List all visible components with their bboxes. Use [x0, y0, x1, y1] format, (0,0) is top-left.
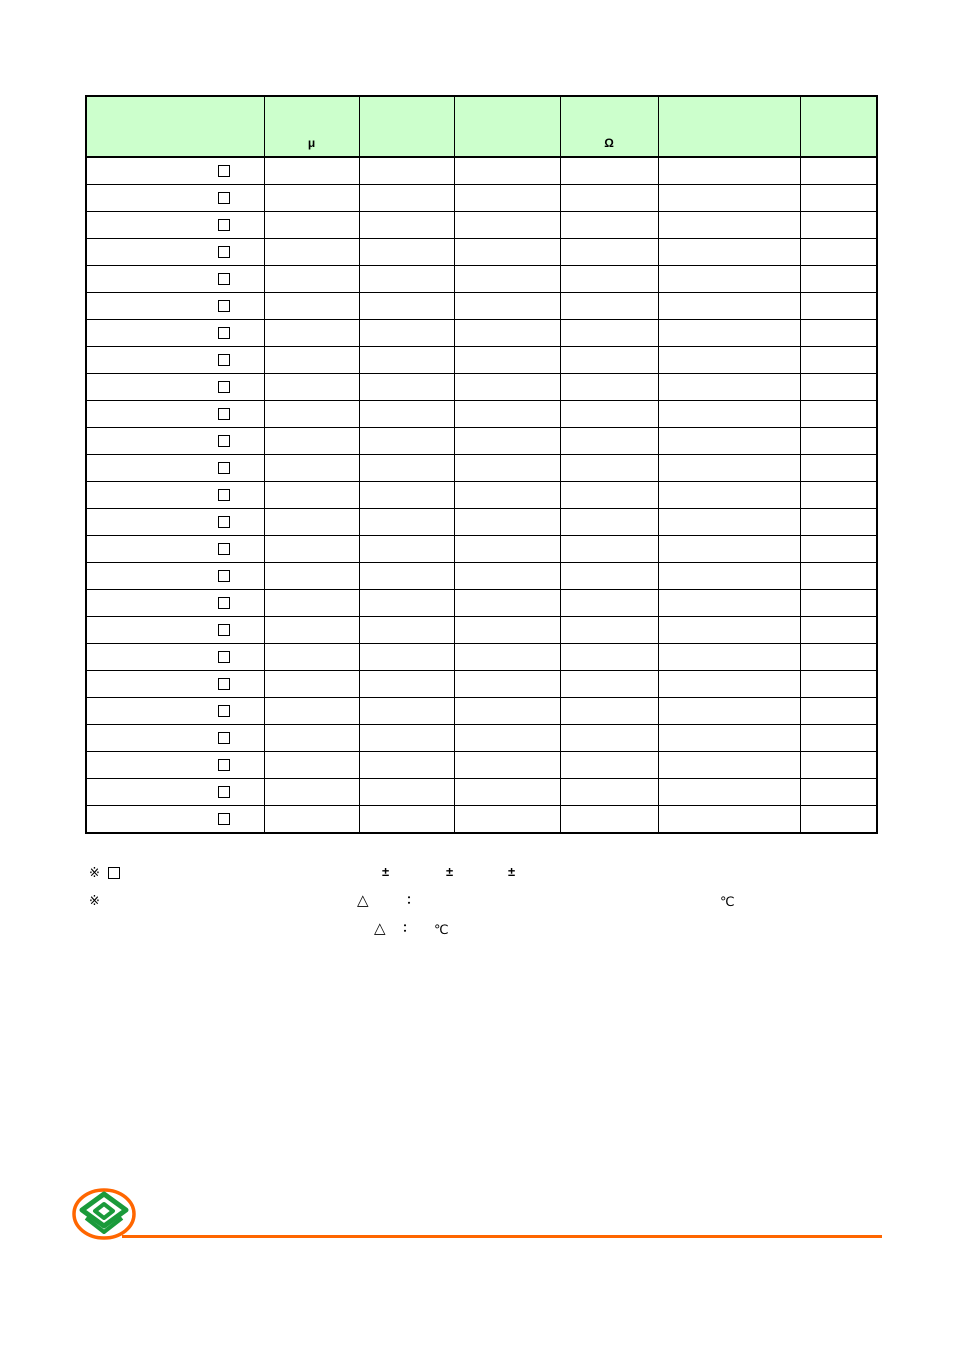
table-header-row: [86, 96, 877, 157]
table-row: [86, 455, 877, 482]
table-cell: [560, 725, 658, 752]
table-cell: [658, 698, 800, 725]
table-cell: [658, 779, 800, 806]
table-cell: [454, 374, 560, 401]
header-part-number: [86, 96, 264, 157]
table-cell: [560, 779, 658, 806]
table-cell: [800, 266, 877, 293]
table-cell: [264, 671, 359, 698]
table-cell: [560, 157, 658, 185]
table-cell: [658, 455, 800, 482]
table-cell: [800, 293, 877, 320]
table-cell: [800, 401, 877, 428]
part-marker-box: [218, 327, 230, 339]
table-cell: [264, 374, 359, 401]
table-cell: [800, 455, 877, 482]
table-cell: [264, 563, 359, 590]
table-cell: [658, 185, 800, 212]
table-cell: [454, 617, 560, 644]
part-marker-box: [218, 516, 230, 528]
table-cell: [454, 401, 560, 428]
table-cell: [264, 536, 359, 563]
table-body: [86, 157, 877, 833]
table-cell: [359, 347, 454, 374]
table-cell: [454, 239, 560, 266]
part-marker-box: [218, 705, 230, 717]
table-cell: [359, 590, 454, 617]
part-marker-box: [218, 759, 230, 771]
table-cell: [454, 806, 560, 834]
table-cell: [264, 806, 359, 834]
table-cell: [454, 455, 560, 482]
table-cell: [454, 428, 560, 455]
table-cell: [800, 725, 877, 752]
table-cell: [800, 671, 877, 698]
part-number-cell: [86, 293, 264, 320]
table-cell: [658, 374, 800, 401]
table-cell: [560, 347, 658, 374]
table-cell: [359, 536, 454, 563]
part-number-cell: [86, 428, 264, 455]
table-cell: [560, 617, 658, 644]
part-number-cell: [86, 806, 264, 834]
table-cell: [454, 212, 560, 239]
table-cell: [264, 752, 359, 779]
part-number-cell: [86, 401, 264, 428]
part-marker-box: [218, 273, 230, 285]
table-cell: [359, 320, 454, 347]
table-cell: [800, 239, 877, 266]
table-cell: [658, 806, 800, 834]
table-cell: [359, 779, 454, 806]
note2-mark: ※: [89, 893, 100, 908]
table-cell: [359, 157, 454, 185]
table-cell: [454, 320, 560, 347]
part-marker-box: [218, 489, 230, 501]
part-number-cell: [86, 779, 264, 806]
table-cell: [560, 563, 658, 590]
table-cell: [264, 347, 359, 374]
table-cell: [800, 590, 877, 617]
header-dc-resistance: Ω: [560, 96, 658, 157]
table-cell: [359, 428, 454, 455]
table-cell: [800, 509, 877, 536]
table-row: [86, 752, 877, 779]
table-cell: [264, 698, 359, 725]
table-cell: [658, 509, 800, 536]
table-row: [86, 347, 877, 374]
table-cell: [560, 698, 658, 725]
table-cell: [359, 239, 454, 266]
footer-divider-line: [122, 1235, 882, 1238]
table-cell: [454, 347, 560, 374]
table-row: [86, 806, 877, 834]
table-row: [86, 482, 877, 509]
table-cell: [359, 212, 454, 239]
part-number-cell: [86, 347, 264, 374]
table-cell: [359, 617, 454, 644]
table-cell: [264, 239, 359, 266]
header-col-3: [359, 96, 454, 157]
table-cell: [800, 536, 877, 563]
table-row: [86, 401, 877, 428]
note3-colon: ：: [402, 920, 416, 935]
table-cell: [359, 806, 454, 834]
table-cell: [359, 644, 454, 671]
part-number-cell: [86, 725, 264, 752]
table-row: [86, 644, 877, 671]
table-cell: [560, 482, 658, 509]
part-number-cell: [86, 157, 264, 185]
part-marker-box: [218, 651, 230, 663]
table-cell: [359, 671, 454, 698]
table-row: [86, 320, 877, 347]
note1-plus-minus-1: ±: [382, 864, 390, 879]
table-cell: [800, 212, 877, 239]
table-cell: [454, 590, 560, 617]
table-cell: [359, 374, 454, 401]
table-cell: [359, 698, 454, 725]
table-row: [86, 266, 877, 293]
table-row: [86, 509, 877, 536]
table-cell: [658, 482, 800, 509]
table-row: [86, 590, 877, 617]
note2-colon: ：: [406, 892, 420, 907]
table-row: [86, 725, 877, 752]
table-cell: [264, 725, 359, 752]
table-cell: [560, 239, 658, 266]
part-marker-box: [218, 678, 230, 690]
table-cell: [658, 590, 800, 617]
table-row: [86, 428, 877, 455]
table-cell: [658, 157, 800, 185]
table-cell: [658, 671, 800, 698]
part-marker-box: [218, 408, 230, 420]
table-cell: [800, 482, 877, 509]
part-number-cell: [86, 509, 264, 536]
table-cell: [658, 212, 800, 239]
table-row: [86, 563, 877, 590]
table-cell: [560, 455, 658, 482]
table-cell: [560, 671, 658, 698]
part-marker-box: [218, 192, 230, 204]
part-number-cell: [86, 698, 264, 725]
table-cell: [454, 157, 560, 185]
part-number-cell: [86, 644, 264, 671]
note2-celsius: ℃: [720, 894, 735, 909]
table-cell: [560, 536, 658, 563]
part-number-cell: [86, 320, 264, 347]
table-cell: [264, 293, 359, 320]
part-number-cell: [86, 563, 264, 590]
table-cell: [264, 644, 359, 671]
part-marker-box: [218, 624, 230, 636]
part-number-cell: [86, 617, 264, 644]
table-cell: [800, 320, 877, 347]
part-marker-box: [218, 219, 230, 231]
table-cell: [658, 725, 800, 752]
note3-celsius: ℃: [434, 922, 449, 937]
table-cell: [560, 320, 658, 347]
table-cell: [264, 212, 359, 239]
table-cell: [454, 671, 560, 698]
part-number-cell: [86, 239, 264, 266]
table-cell: [454, 482, 560, 509]
table-cell: [359, 266, 454, 293]
table-cell: [264, 779, 359, 806]
part-marker-box: [218, 786, 230, 798]
table-cell: [658, 617, 800, 644]
table-cell: [560, 752, 658, 779]
table-row: [86, 374, 877, 401]
table-cell: [454, 644, 560, 671]
table-cell: [658, 266, 800, 293]
table-cell: [658, 536, 800, 563]
table-row: [86, 185, 877, 212]
part-number-cell: [86, 752, 264, 779]
table-cell: [658, 347, 800, 374]
table-cell: [454, 509, 560, 536]
note1-box: [108, 867, 120, 879]
table-cell: [359, 725, 454, 752]
part-number-cell: [86, 590, 264, 617]
table-cell: [359, 752, 454, 779]
table-cell: [560, 509, 658, 536]
table-cell: [560, 293, 658, 320]
header-col-6: [658, 96, 800, 157]
header-col-7: [800, 96, 877, 157]
table-cell: [359, 482, 454, 509]
spec-table: [85, 95, 878, 834]
table-cell: [658, 644, 800, 671]
table-cell: [658, 428, 800, 455]
table-row: [86, 671, 877, 698]
table-cell: [454, 266, 560, 293]
table-cell: [359, 563, 454, 590]
table-cell: [264, 185, 359, 212]
table-row: [86, 239, 877, 266]
part-marker-box: [218, 813, 230, 825]
part-marker-box: [218, 435, 230, 447]
table-cell: [800, 698, 877, 725]
table-cell: [264, 428, 359, 455]
table-cell: [800, 563, 877, 590]
table-cell: [560, 806, 658, 834]
company-logo-icon: [72, 1188, 136, 1240]
part-marker-box: [218, 165, 230, 177]
table-row: [86, 212, 877, 239]
table-cell: [264, 617, 359, 644]
table-cell: [560, 644, 658, 671]
note3-triangle: △: [374, 920, 386, 937]
table-cell: [800, 806, 877, 834]
part-number-cell: [86, 536, 264, 563]
part-marker-box: [218, 570, 230, 582]
table-cell: [264, 320, 359, 347]
table-cell: [560, 428, 658, 455]
part-marker-box: [218, 543, 230, 555]
part-number-cell: [86, 455, 264, 482]
note1-plus-minus-3: ±: [508, 864, 516, 879]
table-cell: [264, 590, 359, 617]
part-marker-box: [218, 354, 230, 366]
header-inductance: μ: [264, 96, 359, 157]
table-cell: [264, 509, 359, 536]
table-cell: [264, 482, 359, 509]
table-cell: [359, 293, 454, 320]
table-row: [86, 698, 877, 725]
table-row: [86, 779, 877, 806]
table-cell: [800, 644, 877, 671]
table-cell: [800, 347, 877, 374]
table-cell: [658, 752, 800, 779]
part-number-cell: [86, 266, 264, 293]
part-marker-box: [218, 597, 230, 609]
table-cell: [658, 320, 800, 347]
table-cell: [560, 374, 658, 401]
part-number-cell: [86, 374, 264, 401]
table-row: [86, 157, 877, 185]
table-cell: [800, 185, 877, 212]
table-cell: [658, 563, 800, 590]
table-cell: [560, 401, 658, 428]
table-cell: [264, 266, 359, 293]
table-cell: [560, 212, 658, 239]
table-cell: [264, 455, 359, 482]
table-cell: [454, 725, 560, 752]
part-marker-box: [218, 300, 230, 312]
table-cell: [800, 752, 877, 779]
table-row: [86, 536, 877, 563]
part-marker-box: [218, 381, 230, 393]
table-cell: [800, 374, 877, 401]
table-cell: [454, 536, 560, 563]
part-marker-box: [218, 462, 230, 474]
table-cell: [359, 185, 454, 212]
table-cell: [800, 617, 877, 644]
table-cell: [454, 563, 560, 590]
table-cell: [359, 455, 454, 482]
table-cell: [454, 185, 560, 212]
table-cell: [658, 293, 800, 320]
table-row: [86, 293, 877, 320]
table-cell: [264, 157, 359, 185]
header-col-4: [454, 96, 560, 157]
table-cell: [454, 752, 560, 779]
table-cell: [658, 401, 800, 428]
table-cell: [658, 239, 800, 266]
note1-plus-minus-2: ±: [446, 864, 454, 879]
part-marker-box: [218, 732, 230, 744]
table-cell: [359, 509, 454, 536]
note2-triangle: △: [357, 892, 369, 909]
table-cell: [454, 779, 560, 806]
part-marker-box: [218, 246, 230, 258]
table-cell: [800, 428, 877, 455]
table-cell: [800, 157, 877, 185]
table-cell: [560, 185, 658, 212]
table-row: [86, 617, 877, 644]
part-number-cell: [86, 185, 264, 212]
note1-mark: ※: [89, 865, 100, 880]
table-cell: [560, 590, 658, 617]
table-cell: [560, 266, 658, 293]
part-number-cell: [86, 482, 264, 509]
table-cell: [800, 779, 877, 806]
table-cell: [264, 401, 359, 428]
table-cell: [454, 698, 560, 725]
table-cell: [359, 401, 454, 428]
table-cell: [454, 293, 560, 320]
part-number-cell: [86, 212, 264, 239]
part-number-cell: [86, 671, 264, 698]
